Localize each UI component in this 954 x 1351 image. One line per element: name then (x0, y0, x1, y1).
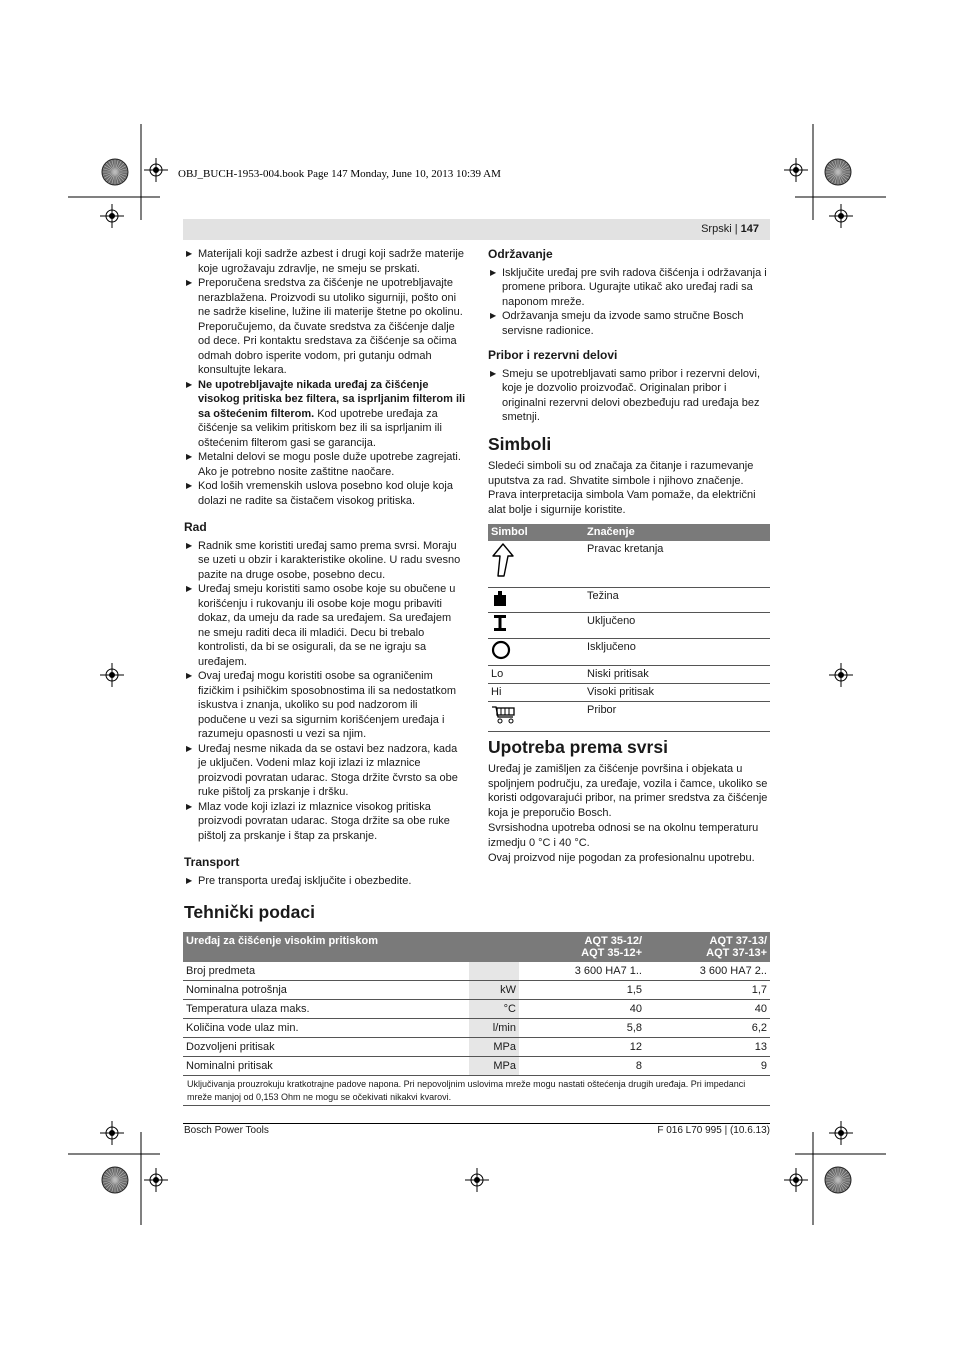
rad-bullet: ▶ Mlaz vode koji izlazi iz mlaznice visokog pritiska proizvodi povratan udarac. Stoga držite sa obe ruke pištolj za prskanje i štap za prskanje. (184, 800, 466, 844)
tech-row (183, 1019, 770, 1038)
footer-rule (183, 1123, 770, 1124)
footer-right: F 016 L70 995 | (10.6.13) (657, 1125, 770, 1136)
tech-row (183, 981, 770, 1000)
rad-bullet: ▶ Ovaj uređaj mogu koristiti osobe sa ograničenim fizičkim i psihičkim sposobnostima ili sa nedostatkom iskustva i znanja, ukoliko su pod nadzorom ili podučene u vezi sa sigurnim korišćenjem uređaja i razumeju opasnosti u vezi sa njim. (184, 669, 466, 742)
tech-cell-label: Količina vode ulaz min. (183, 1019, 469, 1038)
safety-bullet: ▶ Metalni delovi se mogu posle duže upotrebe zagrejati. Ako je potrebno nosite zaštitne naočare. (184, 450, 466, 479)
tech-cell-label: Dozvoljeni pritisak (183, 1038, 469, 1057)
rad-bullet: ▶ Uređaj nesme nikada da se ostavi bez nadzora, kada je uključen. Vodeni mlaz koji izlazi iz mlaznice proizvodi povratan udarac. Stoga držite čvrsto sa obe ruke pištolj za prskanje i dršku. (184, 742, 466, 800)
footer-left: Bosch Power Tools (184, 1125, 269, 1136)
rad-bullet: ▶ Uređaj smeju koristiti samo osobe koje su obučene u korišćenju i rukovanju ili osobe koje mogu pribaviti dokaz, da umeju da rade sa uređajem. Sa uređajem ne smeju raditi deca ili mladići. Decu bi trebalo kontrolisti, da bi se osigurali, da se ne igraju sa uređajem. (184, 582, 466, 669)
tech-cell-v1: 40 (519, 1000, 645, 1019)
meaning-cell: Težina (584, 587, 770, 613)
heading-tehnicki-podaci: Tehnički podaci (184, 902, 315, 922)
heading-upotreba: Upotreba prema svrsi (488, 736, 668, 757)
tech-cell-unit (469, 962, 519, 981)
tech-row (183, 1038, 770, 1057)
on-icon (491, 623, 509, 635)
tech-cell-v2: 6,2 (645, 1019, 770, 1038)
tech-cell-label: Nominalni pritisak (183, 1057, 469, 1076)
weight-icon (491, 598, 509, 610)
symbol-row (488, 638, 770, 666)
heading-simboli: Simboli (488, 433, 552, 454)
tech-cell-v2: 40 (645, 1000, 770, 1019)
meaning-cell: Niski pritisak (584, 666, 770, 684)
tech-head-label: Uređaj za čišćenje visokim pritiskom (183, 932, 469, 962)
intro-bullet: ▶ Materijali koji sadrže azbest i drugi koji sadrže materije koje ugrožavaju zdravlje, ne smeju se prskati. (184, 247, 466, 276)
tech-cell-unit: MPa (469, 1057, 519, 1076)
upotreba-paragraph: Uređaj je zamišljen za čišćenje površina i objekata u spoljnjem području, za uređaje, vozila i čamce, ukoliko se koristi odgovarajući pribor, na primer sredstva za čišćenje koja je preporučio Bosch. (488, 763, 768, 819)
tech-cell-v1: 12 (519, 1038, 645, 1057)
section-heading-pribor: Pribor i rezervni delovi (488, 348, 618, 362)
accessories-cart-icon (491, 716, 517, 728)
tech-cell-v2: 13 (645, 1038, 770, 1057)
tech-cell-label: Nominalna potrošnja (183, 981, 469, 1000)
tech-cell-unit: °C (469, 1000, 519, 1019)
tech-cell-v2: 9 (645, 1057, 770, 1076)
tech-row (183, 1000, 770, 1019)
tech-cell-v1: 5,8 (519, 1019, 645, 1038)
tech-cell-v1: 1,5 (519, 981, 645, 1000)
meaning-cell: Pribor (584, 702, 770, 732)
transport-bullet: ▶ Pre transporta uređaj isključite i obezbedite. (184, 874, 466, 889)
tech-cell-unit: MPa (469, 1038, 519, 1057)
symbol-cell (488, 638, 584, 666)
meaning-cell: Pravac kretanja (584, 541, 770, 587)
bullet-filter-warning (184, 378, 466, 451)
tech-cell-v2: 1,7 (645, 981, 770, 1000)
symbol-cell (488, 702, 584, 732)
upotreba-paragraph: Ovaj proizvod nije pogodan za profesionalnu upotrebu. (488, 852, 755, 864)
safety-bullet: ▶ Kod loših vremenskih uslova posebno kod oluje koja dolazi ne radite sa čistačem visokog pritiska. (184, 479, 466, 508)
symbol-cell (488, 541, 584, 587)
symbol-row (488, 541, 770, 587)
right-column (488, 247, 770, 867)
tech-head-model2: AQT 37-13/ AQT 37-13+ (645, 932, 770, 962)
tech-row (183, 962, 770, 981)
symbol-row (488, 587, 770, 613)
section-heading-transport: Transport (184, 855, 240, 869)
tech-head-unit (469, 932, 519, 962)
tech-head-model1: AQT 35-12/ AQT 35-12+ (519, 932, 645, 962)
rad-bullet: ▶ Radnik sme koristiti uređaj samo prema svrsi. Moraju se uzeti u obzir i karakteristike okoline. U radu svesno pazite na druge osobe, posebno decu. (184, 539, 466, 583)
left-column (184, 247, 466, 888)
bold-warning: Ne upotrebljavajte nikada uređaj za čišćenje visokog pritiska bez filtera, sa isprljanim filterom ili sa oštećenim filterom. (198, 378, 466, 420)
odrzavanje-bullet: ▶ Održavanja smeju da izvode samo stručne Bosch servisne radionice. (488, 309, 770, 338)
tech-data-table (183, 932, 770, 1076)
warning-rest: Kod upotrebe uređaja za čišćenje sa velikim pritiskom bez ili sa isprljanim ili oštećenim filterom gasi se garancija. (198, 407, 442, 449)
book-info-line: OBJ_BUCH-1953-004.book Page 147 Monday, June 10, 2013 10:39 AM (178, 168, 501, 180)
meaning-cell: Uključeno (584, 613, 770, 639)
header-language: Srpski (701, 223, 732, 235)
symbol-row (488, 684, 770, 702)
symbol-row (488, 613, 770, 639)
section-heading-odrzavanje: Održavanje (488, 247, 553, 261)
tech-note: Uključivanja prouzrokuju kratkotrajne padove napona. Pri nepovoljnim uslovima mreže mogu nastati oštećenja drugih uređaja. Pri impedanci mreže manjoj od 0,153 Ohm ne mogu se očekivati nikakvi kvarovi. (183, 1076, 770, 1106)
tech-cell-label: Broj predmeta (183, 962, 469, 981)
symbol-col-header: Simbol (488, 524, 584, 541)
direction-arrow-icon (491, 569, 515, 581)
tech-cell-unit: kW (469, 981, 519, 1000)
tech-cell-v1: 8 (519, 1057, 645, 1076)
tech-cell-v1: 3 600 HA7 1.. (519, 962, 645, 981)
off-icon (491, 651, 511, 663)
symbol-cell (488, 613, 584, 639)
symbol-cell: Lo (488, 666, 584, 684)
page-number: 147 (740, 223, 759, 235)
simboli-intro: Sledeći simboli su od značaja za čitanje i razumevanje uputstva za rad. Shvatite simbole i njihovo značenje. Prava interpretacija simbola Vam pomaže, da električni alat bolje i sigurnije koristite. (488, 460, 756, 516)
meaning-cell: Isključeno (584, 638, 770, 666)
section-heading-rad: Rad (184, 520, 207, 534)
tech-data-block (183, 932, 770, 1106)
tech-cell-unit: l/min (469, 1019, 519, 1038)
tech-cell-v2: 3 600 HA7 2.. (645, 962, 770, 981)
intro-bullet: ▶ Preporučena sredstva za čišćenje ne upotrebljavajte nerazblažena. Proizvodi su utoliko sigurniji, pošto oni ne sadrže kiseline, lužine ili materije štetne po okolinu. Preporučujemo, da čuvate sredstva za čišćenje dalje od dece. Pri kontaktu sredstava za čišćenje sa očima odmah dobro isperite vodom, pri gutanju odmah konsultujte lekara. (184, 276, 466, 378)
meaning-cell: Visoki pritisak (584, 684, 770, 702)
symbol-row (488, 702, 770, 732)
symbol-cell: Hi (488, 684, 584, 702)
page-header (701, 223, 759, 235)
header-separator: | (734, 223, 738, 235)
pribor-bullet: ▶ Smeju se upotrebljavati samo pribor i rezervni delovi, koje je dozvolio proizvođač. Originalan pribor i originalni rezervni delovi obezbeđuju rad uređaja bez smetnji. (488, 367, 770, 425)
upotreba-paragraph: Svrsishodna upotreba odnosi se na okolnu temperaturu izmedju 0 °C i 40 °C. (488, 822, 759, 849)
header-bar (183, 219, 770, 240)
symbol-row (488, 666, 770, 684)
meaning-col-header: Značenje (584, 524, 770, 541)
odrzavanje-bullet: ▶ Isključite uređaj pre svih radova čišćenja i održavanja i promene pribora. Ugurajte utikač ako uređaj radi sa naponom mreže. (488, 266, 770, 310)
tech-cell-label: Temperatura ulaza maks. (183, 1000, 469, 1019)
tech-row (183, 1057, 770, 1076)
symbol-cell (488, 587, 584, 613)
symbol-table (488, 524, 770, 732)
